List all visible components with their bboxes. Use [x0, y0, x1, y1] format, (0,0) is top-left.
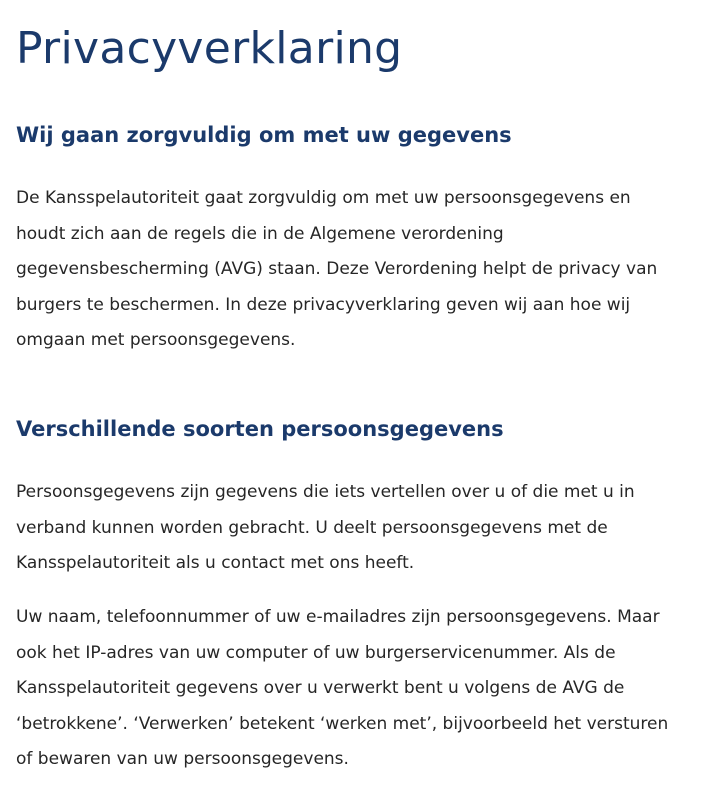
section-heading-data-types: Verschillende soorten persoonsgegevens	[16, 417, 504, 441]
paragraph-line: verband kunnen worden gebracht. U deelt persoonsgegevens met de	[16, 517, 608, 538]
paragraph-line: burgers te beschermen. In deze privacyverklaring geven wij aan hoe wij	[16, 294, 631, 315]
paragraph-line: ‘betrokkene’. ‘Verwerken’ betekent ‘werken met’, bijvoorbeeld het versturen	[16, 713, 669, 734]
paragraph-careful-handling	[16, 181, 701, 359]
paragraph-line: of bewaren van uw persoonsgegevens.	[16, 749, 349, 769]
paragraph-line: De Kansspelautoriteit gaat zorgvuldig om met uw persoonsgegevens en	[16, 188, 631, 208]
paragraph-data-examples	[16, 600, 701, 778]
section-heading-careful-handling: Wij gaan zorgvuldig om met uw gegevens	[16, 123, 512, 147]
paragraph-line: Kansspelautoriteit als u contact met ons heeft.	[16, 553, 415, 573]
paragraph-line: Persoonsgegevens zijn gegevens die iets vertellen over u of die met u in	[16, 482, 635, 502]
paragraph-line: houdt zich aan de regels die in de Algemene verordening	[16, 223, 504, 244]
paragraph-line: gegevensbescherming (AVG) staan. Deze Verordening helpt de privacy van	[16, 259, 658, 279]
paragraph-line: ook het IP-adres van uw computer of uw burgerservicenummer. Als de	[16, 642, 616, 663]
paragraph-data-definition	[16, 475, 701, 582]
paragraph-line: Uw naam, telefoonnummer of uw e-mailadres zijn persoonsgegevens. Maar	[16, 607, 660, 627]
page-title: Privacyverklaring	[16, 23, 403, 74]
paragraph-line: omgaan met persoonsgegevens.	[16, 330, 296, 350]
paragraph-line: Kansspelautoriteit gegevens over u verwerkt bent u volgens de AVG de	[16, 678, 625, 698]
